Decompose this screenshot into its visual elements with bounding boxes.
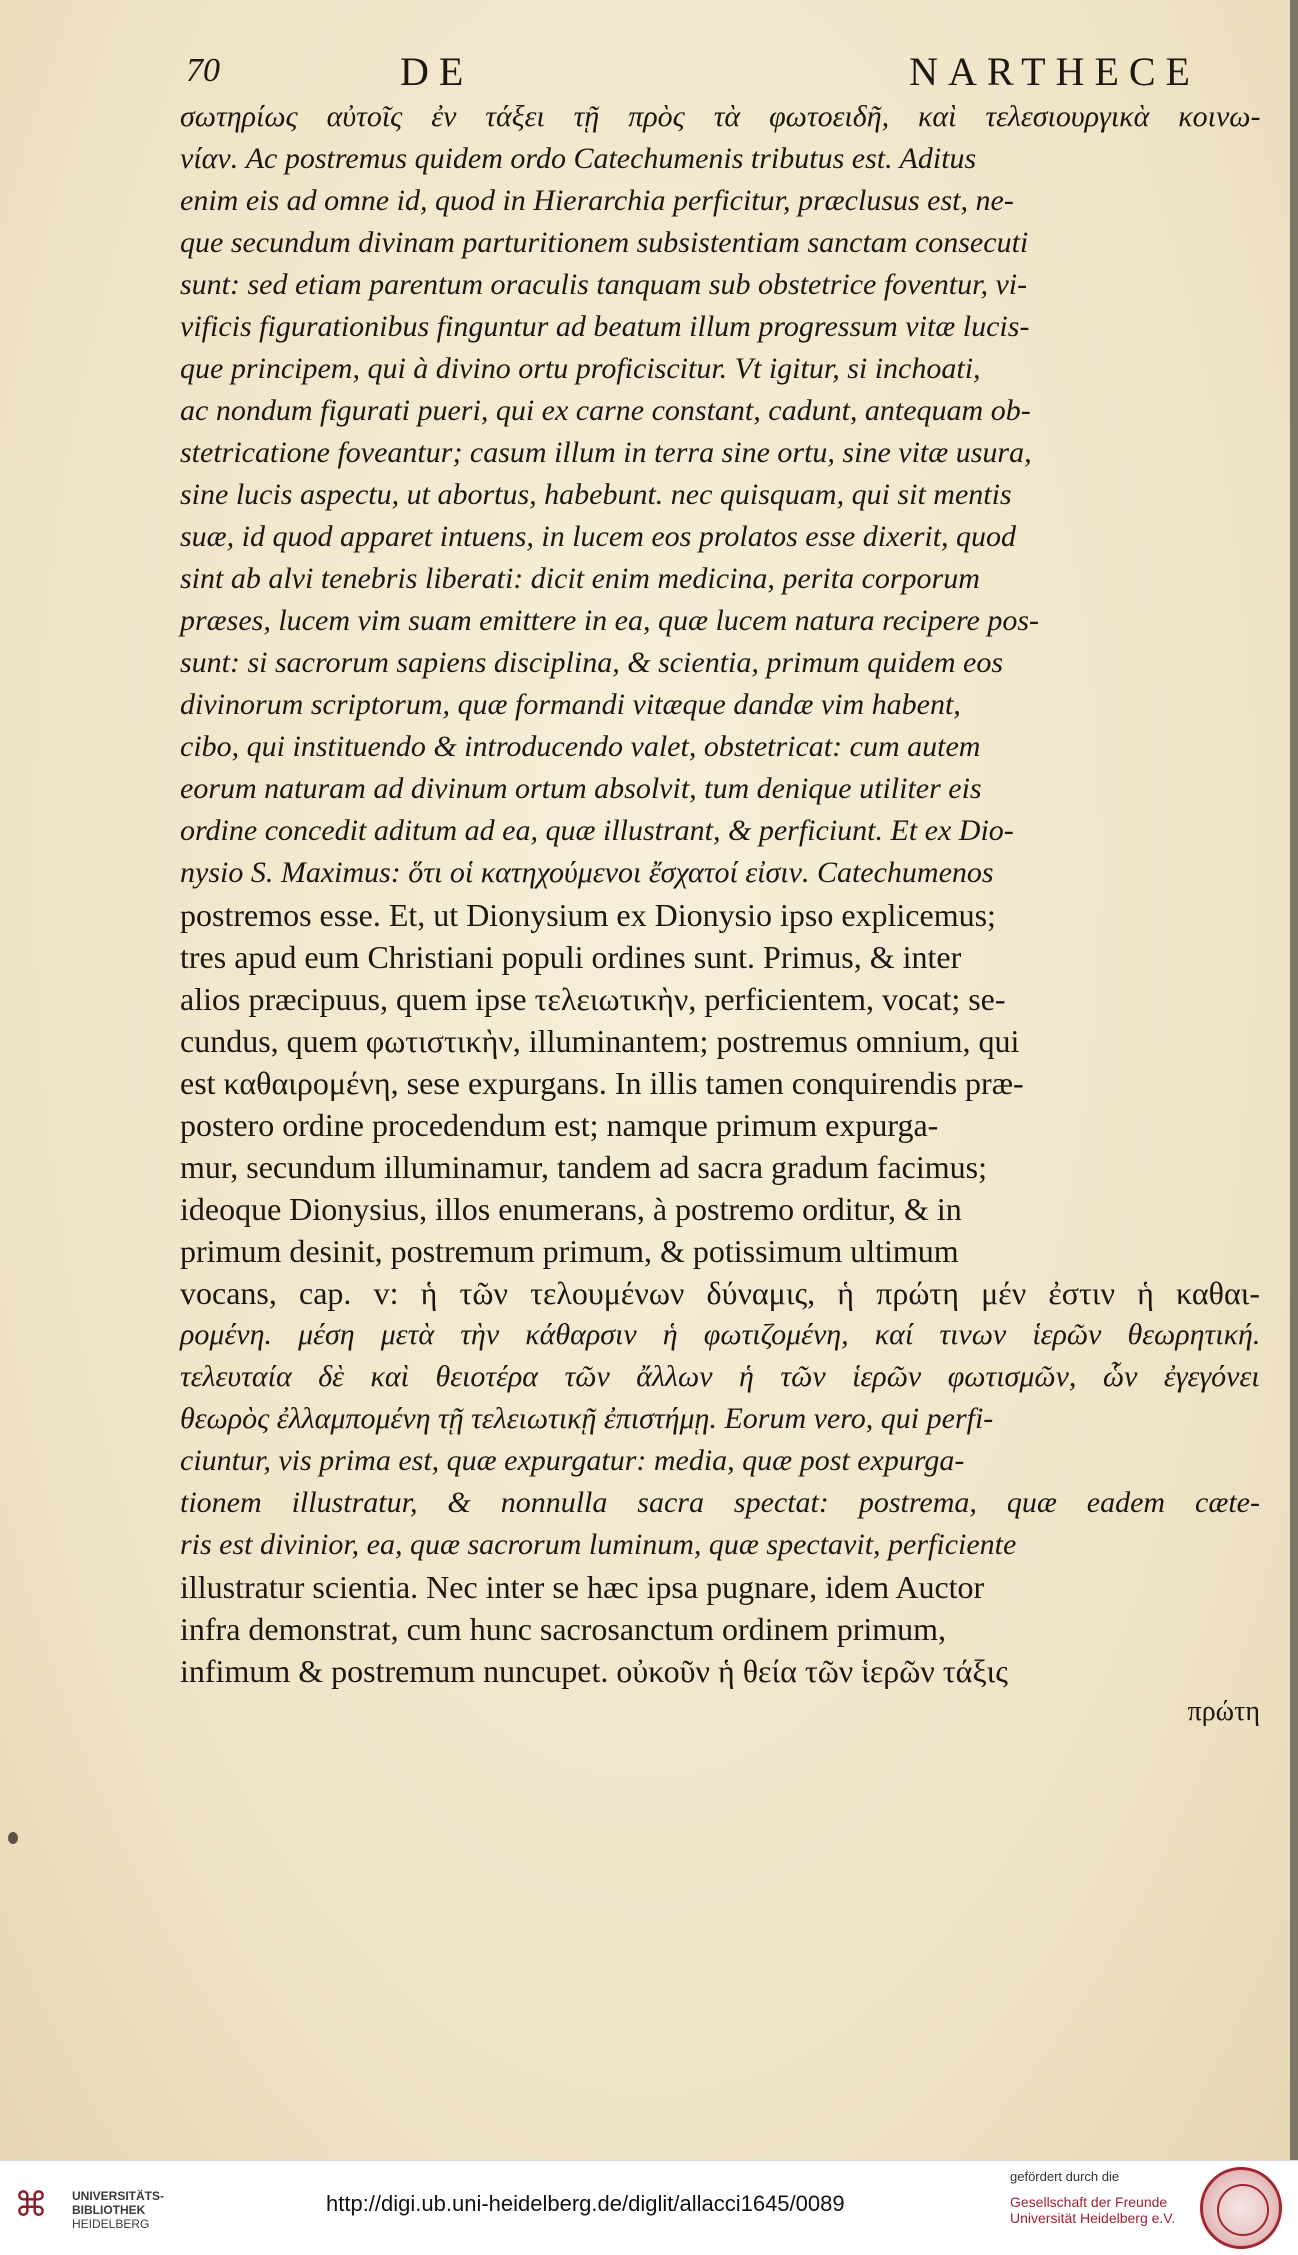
text-line: que secundum divinam parturitionem subsistentiam sanctam consecuti (180, 226, 1029, 259)
text-line: nysio S. Maximus: ὅτι οἱ κατηχούμενοι ἔσχατοί εἰσιν. Catechumenos (180, 856, 994, 889)
text-line: σωτηρίως αὐτοῖς ἐν τάξει τῇ πρὸς τὰ φωτοειδῆ, καὶ τελεσιουργικὰ κοινω- (180, 100, 1261, 133)
sponsor-label: gefördert durch die (1010, 2169, 1120, 2184)
running-title: DE NARTHECE (400, 49, 1200, 94)
university-seal-icon[interactable] (1200, 2167, 1282, 2249)
text-line: infra demonstrat, cum hunc sacrosanctum ordinem primum, (180, 1611, 947, 1647)
page-url-link[interactable]: http://digi.ub.uni-heidelberg.de/diglit/allacci1645/0089 (326, 2191, 845, 2216)
text-line: ciuntur, vis prima est, quæ expurgatur: media, quæ post expurga- (180, 1444, 965, 1477)
text-line: ris est divinior, ea, quæ sacrorum luminum, quæ spectavit, perficiente (180, 1528, 1017, 1561)
text-line: illustratur scientia. Nec inter se hæc ipsa pugnare, idem Auctor (180, 1569, 985, 1605)
library-name-line: HEIDELBERG (72, 2217, 150, 2231)
text-line: τελευταία δὲ καὶ θειοτέρα τῶν ἄλλων ἡ τῶν ἱερῶν φωτισμῶν, ὧν ἐγεγόνει (180, 1360, 1260, 1393)
text-line: vificis figurationibus finguntur ad beatum illum progressum vitæ lucis- (180, 310, 1030, 343)
page-number: 70 (186, 52, 220, 89)
text-line: tionem illustratur, & nonnulla sacra spectat: postrema, quæ eadem cæte- (180, 1486, 1260, 1519)
text-line: primum desinit, postremum primum, & potissimum ultimum (180, 1233, 959, 1269)
margin-dot (8, 1832, 18, 1844)
running-head (180, 48, 1260, 96)
library-name (72, 2189, 192, 2231)
text-line: enim eis ad omne id, quod in Hierarchia perficitur, præclusus est, ne- (180, 184, 1014, 217)
text-line: stetricatione foveantur; casum illum in terra sine ortu, sine vitæ usura, (180, 436, 1032, 469)
sponsor-org-line: Universität Heidelberg e.V. (1010, 2210, 1176, 2226)
text-line: tres apud eum Christiani populi ordines sunt. Primus, & inter (180, 939, 962, 975)
text-line: suæ, id quod apparet intuens, in lucem eos prolatos esse dixerit, quod (180, 520, 1017, 553)
text-line: θεωρὸς ἐλλαμπομένη τῇ τελειωτικῇ ἐπιστήμῃ. Eorum vero, qui perfi- (180, 1402, 994, 1435)
text-line: cundus, quem φωτιστικὴν, illuminantem; postremus omnium, qui (180, 1023, 1020, 1059)
text-line: est καθαιρομένη, sese expurgans. In illis tamen conquirendis præ- (180, 1065, 1024, 1101)
text-line: postero ordine procedendum est; namque primum expurga- (180, 1107, 939, 1143)
text-line: cibo, qui instituendo & introducendo valet, obstetricat: cum autem (180, 730, 981, 763)
text-line: alios præcipuus, quem ipse τελειωτικὴν, perficientem, vocat; se- (180, 981, 1006, 1017)
library-name-line: UNIVERSITÄTS- (72, 2189, 165, 2203)
catchword: πρώτη (1187, 1696, 1260, 1727)
text-line: ρομένη. μέση μετὰ τὴν κάθαρσιν ἡ φωτιζομένη, καί τινων ἱερῶν θεωρητική. (180, 1318, 1261, 1351)
text-line: que principem, qui à divino ortu proficiscitur. Vt igitur, si inchoati, (180, 352, 981, 385)
text-line: mur, secundum illuminamur, tandem ad sacra gradum facimus; (180, 1149, 987, 1185)
text-line: sint ab alvi tenebris liberati: dicit enim medicina, perita corporum (180, 562, 980, 595)
text-line: divinorum scriptorum, quæ formandi vitæque dandæ vim habent, (180, 688, 961, 721)
sponsor-org-line: Gesellschaft der Freunde (1010, 2194, 1168, 2210)
text-line: vocans, cap. v: ἡ τῶν τελουμένων δύναμις, ἡ πρώτη μέν ἐστιν ἡ καθαι- (180, 1275, 1261, 1311)
library-logo-icon: ⌘ (14, 2185, 48, 2225)
library-logo[interactable] (10, 2181, 170, 2237)
text-line: sine lucis aspectu, ut abortus, habebunt. nec quisquam, qui sit mentis (180, 478, 1012, 511)
page-content (180, 48, 1260, 1732)
text-line: ordine concedit aditum ad ea, quæ illustrant, & perficiunt. Et ex Dio- (180, 814, 1014, 847)
sponsor-block (1010, 2169, 1200, 2226)
text-line: νίαν. Ac postremus quidem ordo Catechumenis tributus est. Aditus (180, 142, 977, 175)
text-line: præses, lucem vim suam emittere in ea, quæ lucem natura recipere pos- (180, 604, 1039, 637)
text-line: postremos esse. Et, ut Dionysium ex Dionysio ipso explicemus; (180, 897, 996, 933)
text-line: ac nondum figurati pueri, qui ex carne constant, cadunt, antequam ob- (180, 394, 1031, 427)
text-line: ideoque Dionysius, illos enumerans, à postremo orditur, & in (180, 1191, 962, 1227)
text-line: eorum naturam ad divinum ortum absolvit, tum denique utiliter eis (180, 772, 982, 805)
text-line: sunt: si sacrorum sapiens disciplina, & scientia, primum quidem eos (180, 646, 1004, 679)
footer-bar (0, 2160, 1298, 2255)
library-name-line: BIBLIOTHEK (72, 2203, 146, 2217)
body-text (180, 96, 1260, 1692)
text-line: infimum & postremum nuncupet. οὐκοῦν ἡ θεία τῶν ἱερῶν τάξις (180, 1653, 1008, 1689)
text-line: sunt: sed etiam parentum oraculis tanquam sub obstetrice foventur, vi- (180, 268, 1028, 301)
